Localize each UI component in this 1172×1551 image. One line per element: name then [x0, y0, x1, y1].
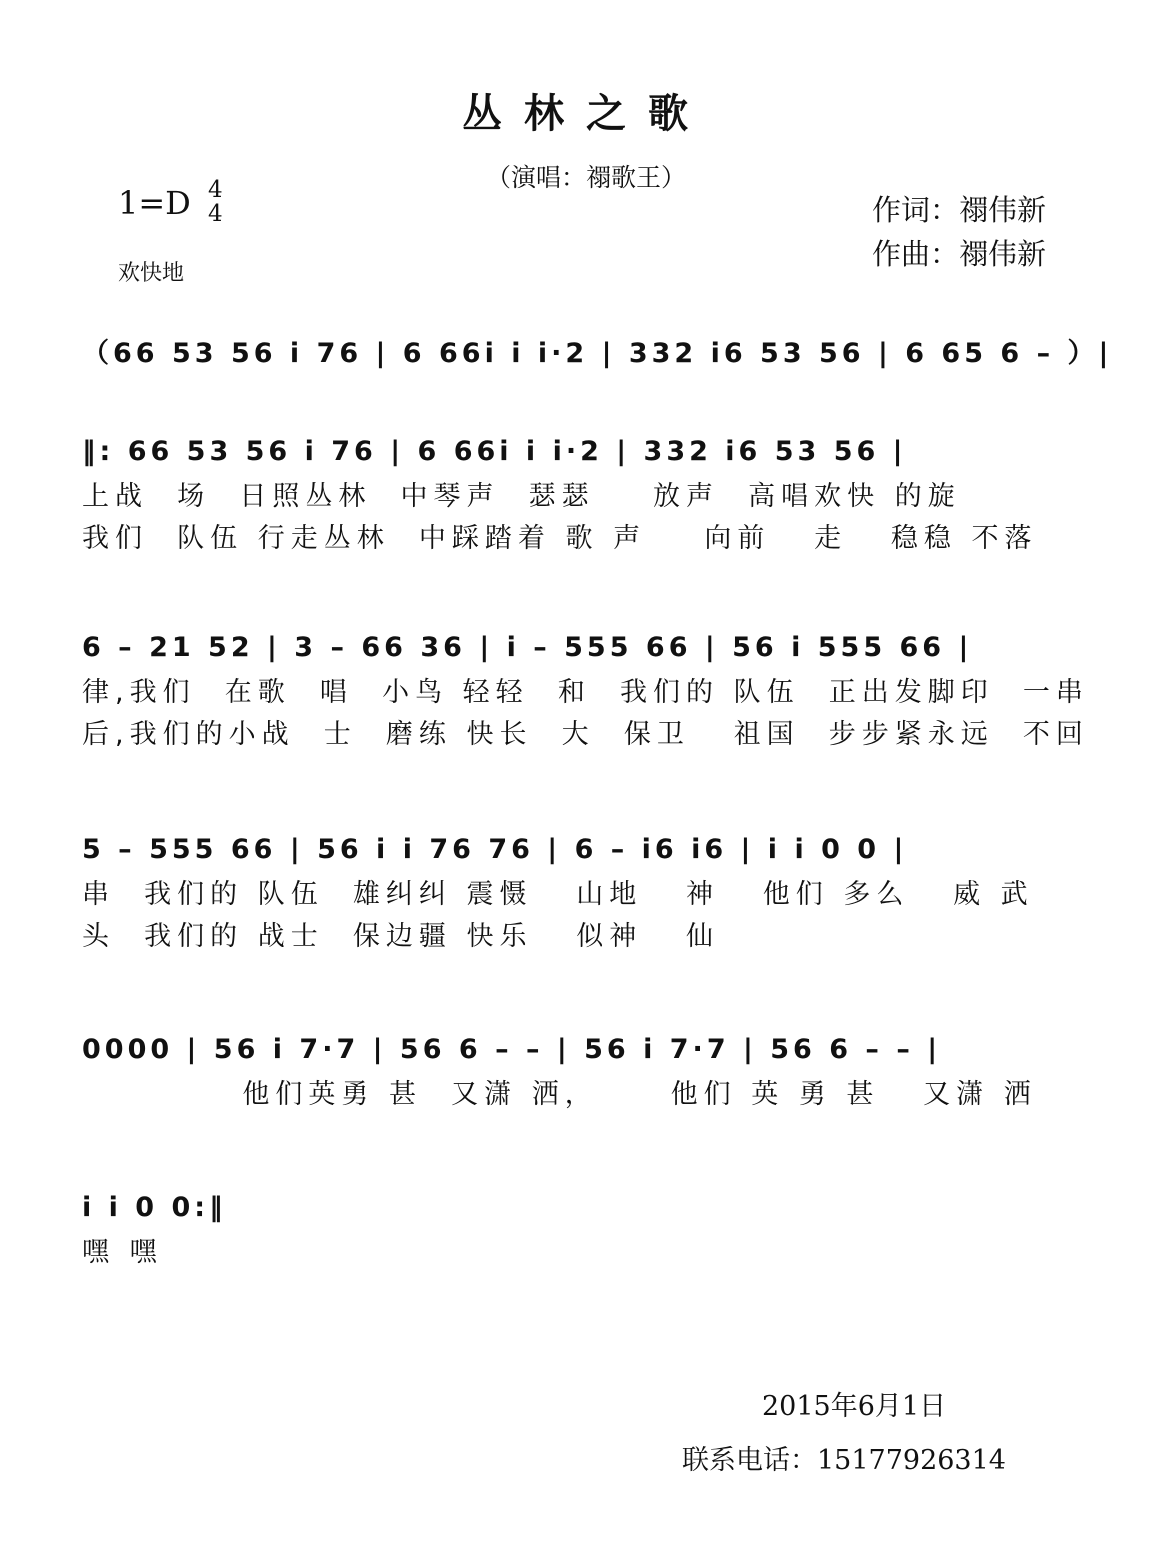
notation-line: 6 – 21 52 | 3 – 66 36 | i – 555 66 | 56 i 555 66 | [82, 632, 973, 663]
song-title: 丛林之歌 [462, 91, 710, 137]
lyric-line-1: 律,我们 在歌 唱 小鸟 轻轻 和 我们的 队伍 正出发脚印 一串 [82, 677, 1089, 708]
music-system-verse-1 [82, 428, 1082, 560]
contact-line: 联系电话：15177926314 [682, 1445, 1006, 1476]
music-system-chorus [82, 1026, 1082, 1116]
music-system-verse-2 [82, 624, 1089, 756]
lyric-line-1: 嘿 嘿 [82, 1237, 163, 1268]
tempo-marking: 欢快地 [118, 261, 185, 286]
notation-line: ‖: 66 53 56 i 76 | 6 66i i i·2 | 332 i6 53 56 | [82, 436, 907, 467]
notation-line: i i 0 0:‖ [82, 1192, 227, 1223]
lyric-line-1: 他们英勇 甚 又潇 洒， 他们 英 勇 甚 又潇 洒 [82, 1079, 1037, 1110]
notation-line: （66 53 56 i 76 | 6 66i i i·2 | 332 i6 53 56 | 6 65 6 – ）| [82, 338, 1113, 369]
music-system-verse-3 [82, 826, 1082, 958]
lyric-line-1: 串 我们的 队伍 雄纠纠 震慑 山地 神 他们 多么 威 武 [82, 879, 1034, 910]
time-signature [208, 178, 223, 226]
performer-line: （演唱：禤歌王） [485, 163, 686, 192]
composer-credit: 作曲：禤伟新 [872, 237, 1047, 271]
lyricist-credit: 作词：禤伟新 [872, 193, 1047, 227]
music-system-ending [82, 1184, 1082, 1274]
key-signature: 1=D [118, 184, 191, 222]
lyric-line-2: 头 我们的 战士 保边疆 快乐 似神 仙 [82, 921, 719, 952]
notation-line: 0000 | 56 i 7·7 | 56 6 – – | 56 i 7·7 | 56 6 – – | [82, 1034, 942, 1065]
lyric-line-1: 上战 场 日照丛林 中琴声 瑟瑟 放声 高唱欢快 的旋 [82, 481, 961, 512]
notation-line: 5 – 555 66 | 56 i i 76 76 | 6 – i6 i6 | i i 0 0 | [82, 834, 908, 865]
meter-top: 4 [208, 177, 223, 203]
music-system-intro [82, 330, 1113, 378]
meter-bottom: 4 [208, 201, 223, 227]
lyric-line-2: 我们 队伍 行走丛林 中踩踏着 歌 声 向前 走 稳稳 不落 [82, 523, 1038, 554]
lyric-line-2: 后,我们的小战 士 磨练 快长 大 保卫 祖国 步步紧永远 不回 [82, 719, 1089, 750]
date-line: 2015年6月1日 [762, 1391, 947, 1422]
